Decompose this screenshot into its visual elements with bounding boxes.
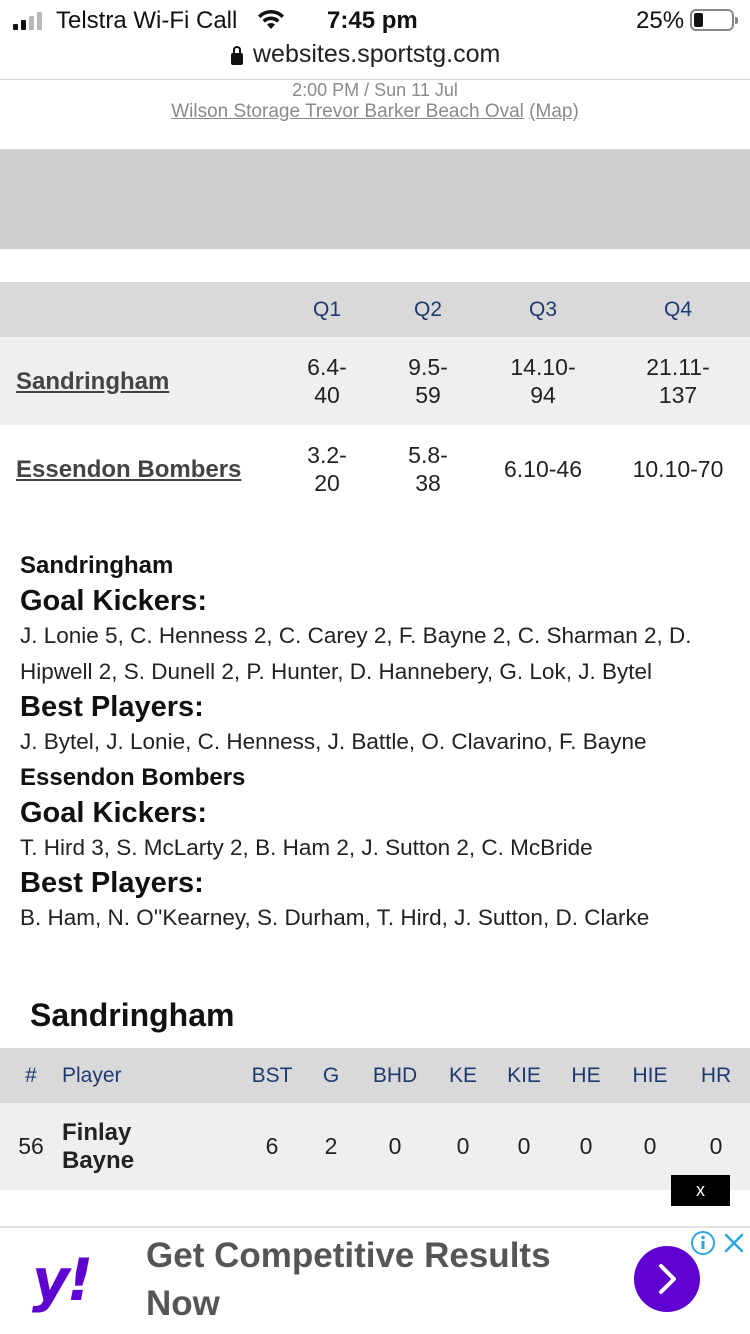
col-header-he[interactable]: HE <box>554 1048 618 1103</box>
best-players-heading: Best Players: <box>20 867 204 899</box>
score-q2: 9.5- 59 <box>376 337 480 425</box>
ad-headline[interactable]: Get Competitive Results Now <box>146 1236 551 1323</box>
score-row-sandringham <box>0 337 750 425</box>
url-text[interactable]: websites.sportstg.com <box>253 40 501 68</box>
score-header-team <box>0 282 278 337</box>
map-link[interactable]: (Map) <box>529 101 579 122</box>
score-header-row <box>0 282 750 337</box>
signal-icon <box>13 12 42 30</box>
stat-ke: 0 <box>432 1103 494 1190</box>
stat-he: 0 <box>554 1103 618 1190</box>
col-header-hr[interactable]: HR <box>682 1048 750 1103</box>
stat-bhd: 0 <box>358 1103 432 1190</box>
adchoices-info-icon[interactable] <box>690 1230 716 1256</box>
summary-team-name: Sandringham <box>20 552 174 579</box>
clock: 7:45 pm <box>327 7 418 34</box>
player-name: Finlay Bayne <box>62 1103 240 1190</box>
match-venue-line <box>0 101 750 123</box>
score-q4: 10.10-70 <box>606 425 750 513</box>
status-bar <box>0 0 750 40</box>
score-q2: 5.8- 38 <box>376 425 480 513</box>
close-icon[interactable] <box>722 1230 746 1256</box>
battery-level <box>694 13 703 27</box>
address-bar[interactable] <box>0 40 750 80</box>
col-header-g[interactable]: G <box>304 1048 358 1103</box>
yahoo-logo: y! <box>32 1246 91 1314</box>
score-header-q2: Q2 <box>376 282 480 337</box>
bottom-ad-banner[interactable] <box>0 1226 750 1334</box>
goal-kickers-list: T. Hird 3, S. McLarty 2, B. Ham 2, J. Sutton 2, C. McBride <box>20 835 593 860</box>
stat-kie: 0 <box>494 1103 554 1190</box>
player-number: 56 <box>0 1103 62 1190</box>
stat-hie: 0 <box>618 1103 682 1190</box>
close-ad-button[interactable]: x <box>671 1175 730 1206</box>
col-header-ke[interactable]: KE <box>432 1048 494 1103</box>
col-header-hie[interactable]: HIE <box>618 1048 682 1103</box>
ad-banner-placeholder <box>0 149 750 249</box>
col-header-kie[interactable]: KIE <box>494 1048 554 1103</box>
player-header-row <box>0 1048 750 1103</box>
score-row-essendon <box>0 425 750 513</box>
best-players-list: J. Bytel, J. Lonie, C. Henness, J. Battle, O. Clavarino, F. Bayne <box>20 729 647 754</box>
goal-kickers-heading: Goal Kickers: <box>20 585 207 617</box>
score-q1: 6.4- 40 <box>278 337 376 425</box>
match-summary <box>20 548 735 936</box>
table-row <box>0 1103 750 1190</box>
score-header-q1: Q1 <box>278 282 376 337</box>
best-players-heading: Best Players: <box>20 691 204 723</box>
summary-team-name: Essendon Bombers <box>20 764 246 791</box>
match-datetime: 2:00 PM / Sun 11 Jul <box>292 80 458 100</box>
col-header-number[interactable]: # <box>0 1048 62 1103</box>
wifi-icon <box>256 8 286 35</box>
score-header-q4: Q4 <box>606 282 750 337</box>
player-stats-table <box>0 1048 750 1190</box>
score-q3: 6.10-46 <box>480 425 606 513</box>
carrier-label: Telstra Wi-Fi Call <box>56 7 238 34</box>
col-header-player[interactable]: Player <box>62 1048 240 1103</box>
team-cell <box>0 337 278 425</box>
player-stats-team-title: Sandringham <box>30 997 235 1033</box>
venue-link[interactable]: Wilson Storage Trevor Barker Beach Oval <box>171 101 524 122</box>
col-header-bhd[interactable]: BHD <box>358 1048 432 1103</box>
score-header-q3: Q3 <box>480 282 606 337</box>
stat-hr: 0 <box>682 1103 750 1190</box>
goal-kickers-list: J. Lonie 5, C. Henness 2, C. Carey 2, F. Bayne 2, C. Sharman 2, D. Hipwell 2, S. Dunell 2, P. Hunter, D. Hannebery, G. Lok, J. Bytel <box>20 623 692 684</box>
stat-bst: 6 <box>240 1103 304 1190</box>
stat-g: 2 <box>304 1103 358 1190</box>
goal-kickers-heading: Goal Kickers: <box>20 797 207 829</box>
quarter-score-table <box>0 282 750 513</box>
team-link-sandringham[interactable]: Sandringham <box>16 367 170 395</box>
battery-icon <box>690 9 734 31</box>
score-q1: 3.2- 20 <box>278 425 376 513</box>
lock-icon <box>231 53 243 65</box>
score-q3: 14.10- 94 <box>480 337 606 425</box>
score-q4: 21.11- 137 <box>606 337 750 425</box>
team-link-essendon[interactable]: Essendon Bombers <box>16 455 242 483</box>
team-cell <box>0 425 278 513</box>
col-header-bst[interactable]: BST <box>240 1048 304 1103</box>
battery-percent: 25% <box>636 7 685 34</box>
best-players-list: B. Ham, N. O''Kearney, S. Durham, T. Hird, J. Sutton, D. Clarke <box>20 905 650 930</box>
